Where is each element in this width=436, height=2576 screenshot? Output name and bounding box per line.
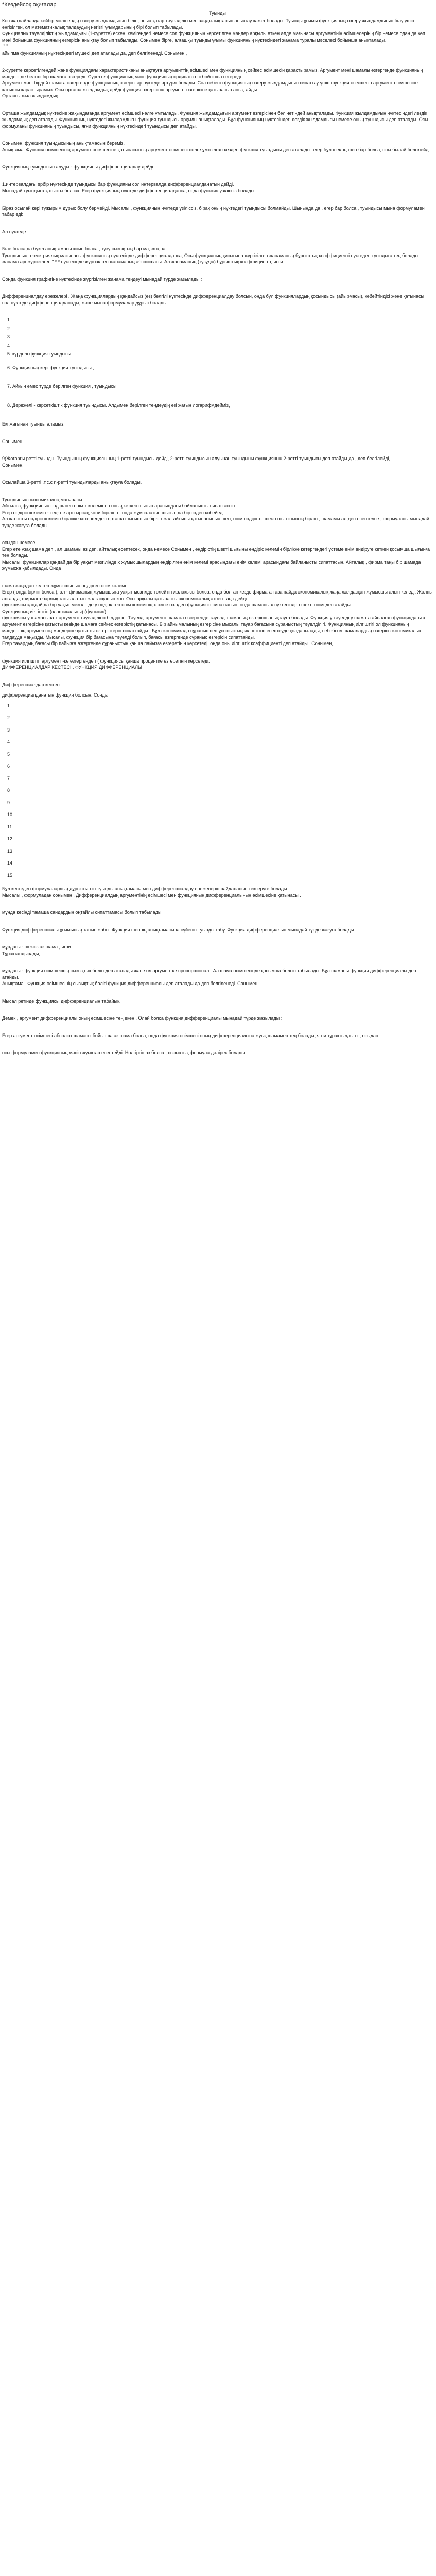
list-item: 8. Дәрежелі - көрсеткіштік функция туындысы. Алдымен берілген теңдеудің екі жағын логарифмдейміз, <box>7 402 230 408</box>
paragraph: Сонымен, <box>2 438 24 444</box>
table-row-number: 1 <box>7 703 10 708</box>
paragraph: Осылайша 3-ретті ,т.с.с n-ретті туындыларды анықтауға болады. <box>2 480 142 485</box>
list-item: 1. <box>7 317 11 323</box>
paragraph: Сонда функция графигіне нүктесінде жүргізілген жанама теңдеуі мынадай түрде жазылады : <box>2 276 202 282</box>
table-row-number: 2 <box>7 715 10 720</box>
differential-table <box>2 703 433 879</box>
paragraph: Дифференциалдау ережелері . Жаңа функциялардың қандайсыз (өз) белгілі нүктесінде дифференциалдау болсын, онда бұл функциялардың қосындысы (айырмасы), көбейтіндісі және қатынасы сол нүктеде дифференциалданады, және мына формулалар дұрыс болады : <box>2 294 426 306</box>
table-row-number: 8 <box>7 788 10 793</box>
paragraph: мұндағы - функция өсімшесінің сызықтық бөлігі деп аталады және ол аргументке пропорционал . Ал шама өсімшесінде қосымша болып табылады. Бұл шаманы функция дифференциалы деп атайды. Анықтама . Функция өсімшесінің сызықтық бөлігі функция дифференциалы деп аталады да деп белгіленеді. Сонымен <box>2 968 416 986</box>
table-row-number: 5 <box>7 751 10 757</box>
table-row-number: 12 <box>7 836 13 841</box>
paragraph: 1.интервалдағы әрбір нүктесінде туындысы бар функцияны сол интервалда дифференциалданатын дейді. Мынадай туындыға қатысты болсақ: Егер функцияның нүктеде дифференциалданса, онда функция үзіліссіз болады. <box>2 181 256 193</box>
paragraph: осы формуламен функцияның мәнін жуықтап есептейді. Нөлгіргін аз болса , сызықтық формула дәлірек болады. <box>2 1050 247 1055</box>
paragraph: шама жаңадан келген жұмысшының өндірген өнім көлемі . Егер ( онда бірлігі болса ), ал - фирманың жұмысшыға уақыт мезгілде төлейтін жалақысы болса, онда болған кезде фирмаға таза пайда экономикалық жаңа жалдасқан жұмысшы алып келеді. Жалпы алғанда, фирмаға барлық тағы алатын жалғасқанын көп. Осы арқылы қатынасты экономикалық атпен таңс дейді. функциясы қандай да бір уақыт мезгілінде у өндірілген өнім көлемінің х өзіне өзіндегі функциясы сипаттасын, онда шаманы х нүктесіндегі шекті өнімі деп атайды. Функцияның иілгіштігі (эластикалығы) (функция) функциясы у шамасына х аргументі тәуелділігін білдірсін. Тәуелді аргументі шамаға өзгергенде тәуелді шаманың өзгерісін анықтауға болады. Функция у тәуелді у шамаға айналған функциядағы х аргумент өзгерісіне қатысты кезінде шамаға сәйкес өзгерістің қатынасы. Бір айнымалының өзгерісіне мысалы тауар бағасына сұраныстың тәуелділігі. Функцияның иілгіштігі ол функцияның мәндерінің аргументтің мәндеріне қатысты өзгерістерін сипаттайды . Бұл экономикада сұраныс пен ұсыныстың иілгіштігін есептеуде қолданылады, себебі ол шамалардың өзгерісі экономикалық талдауда маңызды. Мысалы, функция бір бағасына тәуелді болып, бағасы өзгергенде сұраныс өзгерісін сипаттайды. Егер тауардың бағасы бір пайызға өзгергенде сұраныстың қанша пайызға өзгеретінін көрсетеді, онда оны иілгіштік коэффициенті деп атайды . Сонымен, <box>2 583 433 646</box>
paragraph: Ал нүктеде <box>2 229 26 234</box>
table-row-number: 7 <box>7 775 10 781</box>
list-item: 5. күрделі функция туындысы <box>7 351 72 357</box>
rules-list-continued <box>2 365 433 409</box>
paragraph: Мысал ретінде функциясы дифференциалын табайық. <box>2 998 121 1004</box>
paragraph: Біраз осылай кері тұжырым дұрыс болу бермейді. Мысалы , функцияның нүктеде үзіліссіз, бірақ оның нүктедегі туындысы болмайды. Шынында да , егер бар болса , туындысы мына формуламен табар еді: <box>2 205 426 217</box>
paragraph: Екі жағынан туынды аламыз, <box>2 421 65 427</box>
paragraph: Функцияның туындысын алуды - функцияны дифференциалдау дейді. <box>2 164 155 170</box>
section-subtitle: Туынды <box>209 11 226 16</box>
paragraph: Сонымен, функция туындысының анықтамасын береміз. Анықтама. Функция өсімшесінің аргумент өсімшесіне қатынасының аргумент өсімшесі нөлге ұмтылған кездегі функция туындысы деп аталады, егер бұл шектің шегі бар болса, оны былай белгілейді: <box>2 141 431 152</box>
paragraph: осыдан немесе Егер өте ұзақ шама деп , ал шаманы аз деп, айталық есептесек, онда немесе Сонымен , өндірістің шекті шығыны өндіріс көлемін бірлікке көтергендегі үстеме өнім өндіруге кеткен қосымша шығынға тең болады. Мысалы, функциялар қандай да бір уақыт мезгілінде х жұмысшылардың өндірілген өнім көлемі арасындағы өнім көлемі арасындағы байланысты сипаттасын. Айталық , фирма таңы бір шамада жұмыска қабылдады. Онда <box>2 540 430 571</box>
table-row-number: 10 <box>7 812 13 817</box>
list-item: 2. <box>7 326 11 331</box>
list-item: 4. <box>7 343 11 348</box>
table-heading: Дифференциалдар кестесі <box>2 682 61 687</box>
paragraph: Көп жағдайларда кейбір мөлшердің өзгеру жылдамдығын біліп, оның қатар тәуелділігі мен заңдылықтарын анықтау қажет болады. Туынды ұғымы функцияның өзгеру жылдамдығын білу үшін енгізілген, ол математикалық талдаудың негізгі ұғымдарының бірі болып табылады. Функциялық тәуелділіктің жылдамдығы (1-суретте) өскен, кемігендегі немесе сол функцияның көрсетілген мәндер арқылы өткен әлде мағынасы аргументінің өсімшелерінің бір немесе одан да көп мәні бойынша функцияның өзгерісін анықтау болып табылады. Сонымен бірге, алғашқы туынды ұғымы функцияның нүктесіндегі жанама туралы мәселесі бойынша анықталады. " " айыпма функцияның нүктесіндегі мүшесі деп аталады да, деп белгіленеді. Сонымен , <box>2 18 425 56</box>
paragraph: Функция дифференциалы ұғымының таныс жабы, Функция шегінің анықтамасына сүйеніп туынды табу. Функция дифференциалын мынадай түрде жазуға болады: <box>2 927 355 933</box>
paragraph: мұндағы - шексіз аз шама , яғни Тұрақтандырады, <box>2 944 71 956</box>
paragraph: 9)Жоғарғы ретті туынды. Туындының функциясының 1-ретті туындысы дейді, 2-ретті туындысын алуынан туындыны функцияның 2-ретті туындысы деп атайды да , деп белгілейді, Сонымен, <box>2 456 390 468</box>
table-row-number: 3 <box>7 727 10 733</box>
list-item: 7. Айқын емес түрде берілген функция , туындысы: <box>7 384 118 389</box>
table-row-number: 6 <box>7 764 10 769</box>
paragraph: 2-суретте көрсетілгендей жане функциядағы характеристиканы анықтауға аргументтің өсімшесі мен функцияның сәйкес өсімшесін қарастырамыз. Аргумент мәні шамалы өзгергенде функцияның мәндері де белгілі бір шамаға өзгереді. Суретте функцияның мәні функцияның ордината осі бойынша өзгереді. Аргумент мәні бірдей шамаға өзгергенде функцияның өзгерісі әр нүктеде әртүрлі болады. Сол себепті функцияның өзгеру жылдамдығын сипаттау үшін функция өсімшесін аргумент өсімшесіне қатысты қарастырамыз. Осы орташа жылдамдық дейді функция өзгерісінің аргумент өзгерісіне қатынасын анықтайды. Ортаңғы жыл жылдамдық <box>2 67 423 98</box>
table-row-number: 15 <box>7 872 13 878</box>
paragraph: функция иілгіштігі аргумент -ке өзгергендегі ( функциясы қанша процентке өзгеретінін көрсетеді. ДИФФЕРЕНЦИАЛДАР КЕСТЕСІ . ФУНКЦИЯ ДИФФЕРЕНЦИАЛЫ <box>2 658 210 670</box>
paragraph: Біле болса да бүкіл анықтамасы қиын болса , түзу сызықтың бар ма, жоқ па. Туындының геометриялық мағынасы функцияның нүктесінде дифференциалданса, Осы функцияның қисығына жүргізілген жанаманың бұрыштық коэффициенті нүктедегі туындыға тең болады. жанама әрі жүргізілген " * * нүктесінде жүргізілген жанаманың абсциссасы. Ал жанаманың (түзудің) бұрыштық коэффициенті, яғни <box>2 246 420 264</box>
document-title: *Кездейсоқ оқиғалар <box>2 2 57 8</box>
table-row-number: 13 <box>7 848 13 854</box>
table-intro: дифференциалданатын функция болсын. Сонда <box>2 692 108 698</box>
paragraph: Егер аргумент өсімшесі абсолют шамасы бойынша аз шама болса, онда функция өсімшесі оның дифференциалына жуық шамамен тең болады, яғни тұрақтылдығы , осыдан <box>2 1032 378 1038</box>
document-page <box>0 0 434 1072</box>
paragraph: Туындының экономикалық мағынасы Айтылық функцияның өндірілген өнім х көлемінен оның кеткен шығын арасындағы байланысты сипаттасын. Егер өндіріс көлемін - тең- не арттырсақ, яғни бірілігін , онда жұмсалатын шығын да біртіндеп көбейеді. Ал қатысты өндіріс көлемін бірлікке көтергендегі орташа шығынның бірлігі жалғайтыны қатынасының шегі, өнім өндірісте шекті шығынының бірлігі , шамамы ал деп есептелсе , формуланы мынадай түрде жазуға болады . <box>2 497 429 528</box>
list-item: 3. <box>7 334 11 340</box>
table-row-number: 9 <box>7 800 10 805</box>
table-row-number: 4 <box>7 739 10 744</box>
table-row-number: 14 <box>7 860 13 866</box>
list-item: 6. Функцияның кері функция туындысы ; <box>7 365 94 370</box>
paragraph: Бұл кестедегі формулалардың дұрыстығын туынды анықтамасы мен дифференциалдау ережелерін пайдаланып тексеруге болады. Мысалы , формуладан сонымен . Дифференциалдың аргументінің өсімшесі мен функцияның дифференциалының өсімшесіне қатынасы . <box>2 886 301 898</box>
table-row-number: 11 <box>7 824 12 829</box>
paragraph: мұнда кесінді тамаша сандардың оңтайлы сипаттамасы болып табылады. <box>2 910 163 915</box>
rules-list <box>2 317 433 358</box>
paragraph: Орташа жылдамдық нүктесіне жақындағанда аргумент өсімшесі нөлге ұмтылады. Функция жылдамдығын аргумент өзгерісінен бөлінетіндей анықталады. Функция жылдамдығын нүктесіндегі лездік жылдамдық деп аталады. Функцияның нүктедегі жылдамдығы функция туындысы арқылы анықталады. Бұл функцияның нүктесіндегі лездік жылдамдығы немесе оның туындысы деп аталады. Осы формуланы функцияның туындысы, яғни функцияның нүктесіндегі туындысы деп атайды. <box>2 110 430 129</box>
paragraph: Демек , аргумент дифференциалы оның өсімшесіне тең екен . Олай болса функция дифференциалы мынадай түрде жазылады : <box>2 1015 283 1021</box>
